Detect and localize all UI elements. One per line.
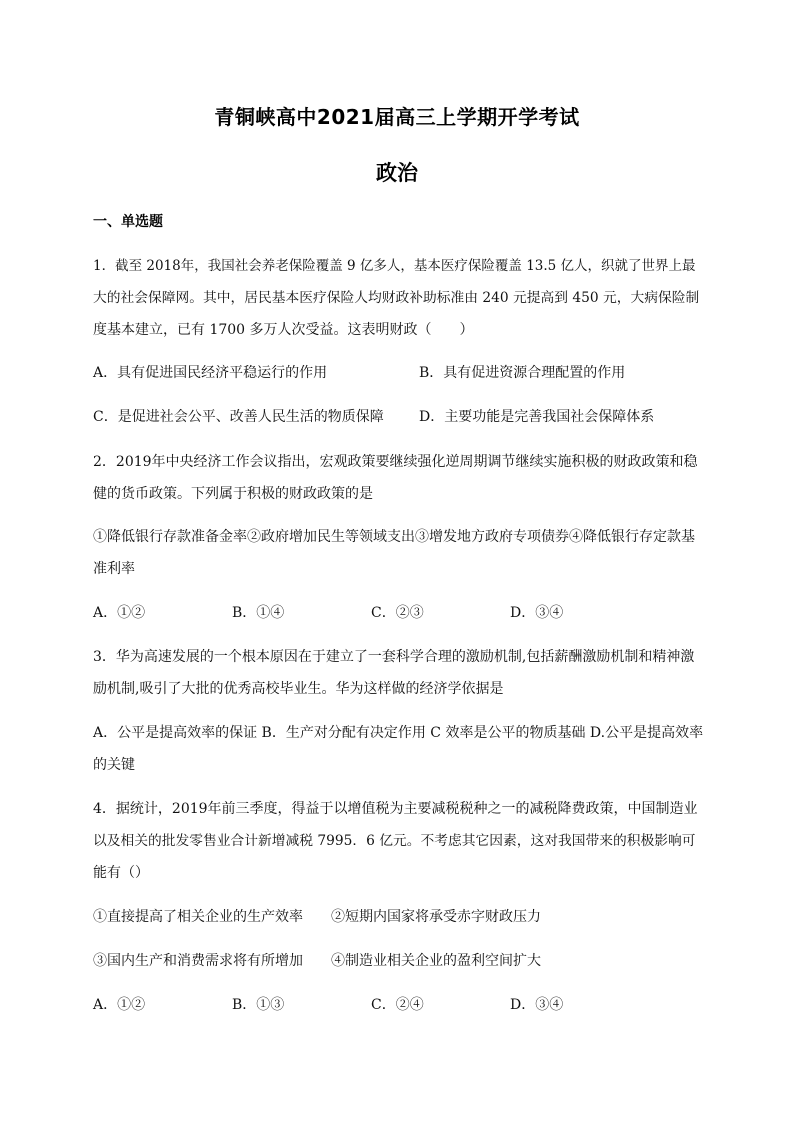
question-2-line-4: 准利率 — [93, 561, 135, 577]
question-4-line-5: ③国内生产和消费需求将有所增加 ④制造业相关企业的盈利空间扩大 — [93, 953, 541, 969]
question-4-option-c: C．②④ — [371, 997, 424, 1013]
question-2-option-d: D．③④ — [510, 605, 564, 621]
question-4-option-a: A．①② — [93, 997, 146, 1013]
exam-title: 青铜峡高中2021届高三上学期开学考试 — [214, 105, 580, 129]
question-2-line-2: 健的货币政策。下列属于积极的财政政策的是 — [93, 486, 373, 502]
question-1-option-d: D．主要功能是完善我国社会保障体系 — [419, 409, 655, 425]
question-2-line-3: ①降低银行存款准备金率②政府增加民生等领域支出③增发地方政府专项债券④降低银行存定款基 — [93, 529, 695, 545]
question-3-line-3: A．公平是提高效率的保证 B．生产对分配有决定作用 C 效率是公平的物质基础 D.公平是提高效率 — [93, 725, 704, 741]
question-3-line-2: 励机制,吸引了大批的优秀高校毕业生。华为这样做的经济学依据是 — [93, 681, 504, 697]
question-1-option-c: C．是促进社会公平、改善人民生活的物质保障 — [93, 409, 384, 425]
question-1-option-b: B．具有促进资源合理配置的作用 — [419, 365, 626, 381]
subject-title: 政治 — [376, 161, 418, 185]
question-2-option-a: A．①② — [93, 605, 146, 621]
question-2-option-c: C．②③ — [371, 605, 424, 621]
question-2-line-1: 2．2019年中央经济工作会议指出，宏观政策要继续强化逆周期调节继续实施积极的财政政策和稳 — [93, 454, 698, 470]
question-2-option-b: B．①④ — [232, 605, 285, 621]
question-1-line-2: 大的社会保障网。其中，居民基本医疗保险人均财政补助标准由 240 元提高到 450 元，大病保险制 — [93, 290, 700, 306]
question-3-line-4: 的关键 — [93, 757, 135, 773]
question-4-line-2: 以及相关的批发零售业合计新增减税 7995．6 亿元。不考虑其它因素，这对我国带来的积极影响可 — [93, 833, 696, 849]
section-heading: 一、单选题 — [93, 214, 163, 230]
question-4-line-1: 4．据统计，2019年前三季度，得益于以增值税为主要减税税种之一的减税降费政策，中国制造业 — [93, 801, 698, 817]
question-3-line-1: 3．华为高速发展的一个根本原因在于建立了一套科学合理的激励机制,包括薪酬激励机制和精神激 — [93, 649, 695, 665]
question-1-option-a: A．具有促进国民经济平稳运行的作用 — [93, 365, 328, 381]
question-1-line-1: 1．截至 2018年，我国社会养老保险覆盖 9 亿多人，基本医疗保险覆盖 13.5 亿人，织就了世界上最 — [93, 258, 696, 274]
question-4-option-d: D．③④ — [510, 997, 564, 1013]
question-4-line-3: 能有（） — [93, 865, 149, 881]
question-4-option-b: B．①③ — [232, 997, 285, 1013]
question-4-line-4: ①直接提高了相关企业的生产效率 ②短期内国家将承受赤字财政压力 — [93, 909, 541, 925]
question-1-line-3: 度基本建立，已有 1700 多万人次受益。这表明财政（ ） — [93, 322, 474, 338]
